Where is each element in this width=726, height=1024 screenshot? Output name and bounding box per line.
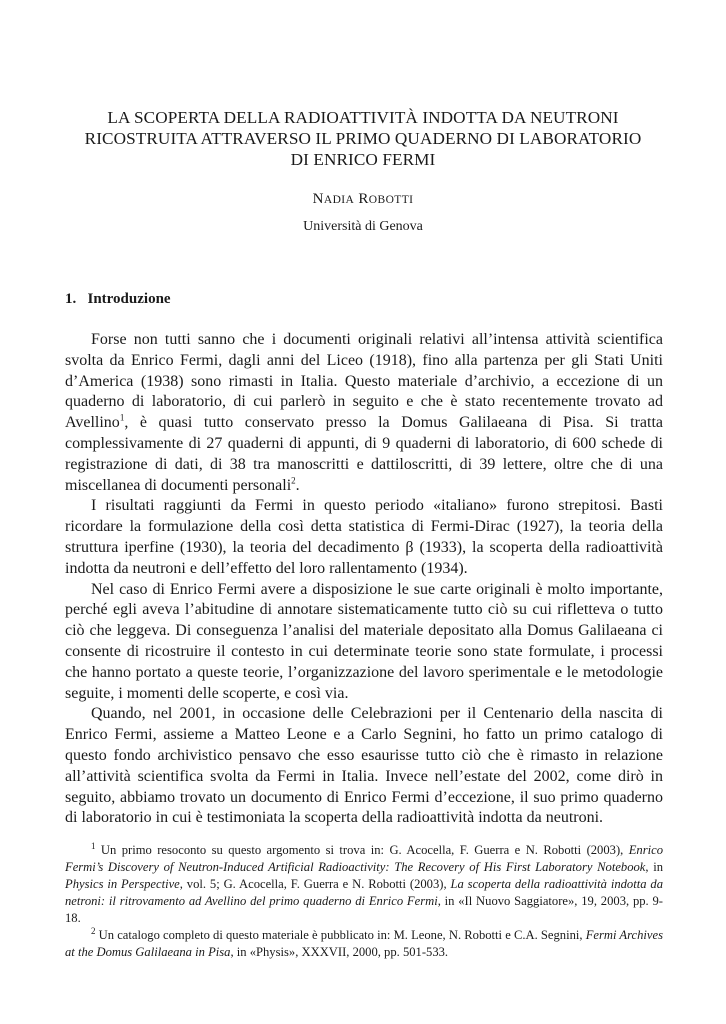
footnote-2-title: Fermi Archives at the Domus Galilaeana in Pisa — [65, 928, 663, 959]
title-line-2: RICOSTRUITA ATTRAVERSO IL PRIMO QUADERNO DI LABORATORIO — [84, 129, 642, 148]
paragraph-2: I risultati raggiunti da Fermi in questo periodo «italiano» furono strepitosi. Basti ricordare la formulazione della così detta statistica di Fermi-Dirac (1927), la teoria della struttura iperfine (1930), la teoria del decadimento β (1933), la scoperta della radioattività indotta da neutroni e dell’effetto del loro rallentamento (1934). — [65, 497, 663, 577]
author-affiliation: Università di Genova — [303, 219, 423, 234]
article-title — [40, 107, 686, 170]
paragraph-1-text-a: Forse non tutti sanno che i documenti originali relativi all’intensa attività scientifica svolta da Enrico Fermi, dagli anni del Liceo (1918), fino alla partenza per gli Stati Uniti d’America (1938) sono rimasti in Italia. Questo materiale d’archivio, a eccezione di un quaderno di laboratorio, di cui parlerò in seguito e che è stato recentemente trovato ad Avellino — [65, 331, 663, 432]
section-title: Introduzione — [87, 291, 171, 307]
footnote-1-text: Un primo resoconto su questo argomento si trova in: G. Acocella, F. Guerra e N. Robotti (2003), — [95, 843, 629, 857]
footnote-1-text: , in — [645, 860, 664, 874]
footnote-2-text: Un catalogo completo di questo materiale è pubblicato in: M. Leone, N. Robotti e C.A. Segnini, — [95, 928, 586, 942]
title-line-3: DI ENRICO FERMI — [290, 150, 436, 169]
footnotes — [65, 842, 663, 961]
footnote-1 — [65, 842, 663, 927]
paragraph-4: Quando, nel 2001, in occasione delle Celebrazioni per il Centenario della nascita di Enrico Fermi, assieme a Matteo Leone e a Carlo Segnini, ho fatto un primo catalogo di questo fondo archivistico pensavo che esso esaurisse tutto ciò che è rimasto in relazione all’attività scientifica svolta da Fermi in Italia. Invece nell’estate del 2002, come dirò in seguito, abbiamo trovato un documento di Enrico Fermi d’eccezione, il suo primo quaderno di laboratorio in cui è testimoniata la scoperta della radioattività indotta da neutroni. — [65, 705, 663, 827]
title-line-1: LA SCOPERTA DELLA RADIOATTIVITÀ INDOTTA DA NEUTRONI — [107, 108, 619, 127]
paragraph-3: Nel caso di Enrico Fermi avere a disposizione le sue carte originali è molto importante, perché egli aveva l’abitudine di annotare sistematicamente tutto ciò su cui rifletteva o tutto ciò che leggeva. Di conseguenza l’analisi del materiale depositato alla Domus Galilaeana ci consente di ricostruire il contesto in cui determinate teorie sono state formulate, i processi che hanno portato a queste teorie, l’organizzazione del lavoro sperimentale e le metodologie seguite, i momenti delle scoperte, e così via. — [65, 580, 663, 702]
section-number: 1. — [65, 291, 77, 307]
footnote-1-journal: Physics in Perspective — [65, 877, 180, 891]
footnote-1-mark: 1 — [91, 840, 96, 851]
body-text — [65, 330, 663, 829]
paragraph-1-text-c: . — [295, 476, 300, 494]
footnote-1-text: , in «Il Nuovo Saggiatore», 19, 2003, pp. 9-18. — [65, 894, 663, 925]
author-first-rest: ADIA — [323, 194, 355, 206]
author-first-initial: N — [312, 191, 324, 207]
footnote-2-text: , in «Physis», XXXVII, 2000, pp. 501-533. — [230, 945, 449, 959]
author-last-rest: OBOTTI — [368, 194, 414, 206]
footnote-2-mark: 2 — [91, 925, 96, 936]
paragraph-1 — [65, 330, 663, 496]
footnote-1-title-1: Enrico Fermi’s Discovery of Neutron-Induced Artificial Radioactivity: The Recovery of His First Laboratory Notebook — [65, 843, 663, 874]
footnote-ref-1: 1 — [119, 412, 125, 423]
footnote-1-title-2: La scoperta della radioattività indotta da netroni: il ritrovamento ad Avellino del primo quaderno di Enrico Fermi — [65, 877, 663, 908]
section-heading — [65, 291, 171, 308]
paragraph-1-text-b: , è quasi tutto conservato presso la Domus Galilaeana di Pisa. Si tratta complessivamente di 27 quaderni di appunti, di 9 quaderni di laboratorio, di 600 schede di registrazione di dati, di 38 tra manoscritti e dattiloscritti, di 39 lettere, oltre che di una miscellanea di documenti personali — [65, 414, 663, 494]
footnote-ref-2: 2 — [291, 475, 296, 486]
author-last-initial: R — [358, 191, 369, 207]
footnote-2 — [65, 927, 663, 961]
footnote-1-text: , vol. 5; G. Acocella, F. Guerra e N. Robotti (2003), — [179, 877, 451, 891]
author-name — [0, 191, 726, 208]
